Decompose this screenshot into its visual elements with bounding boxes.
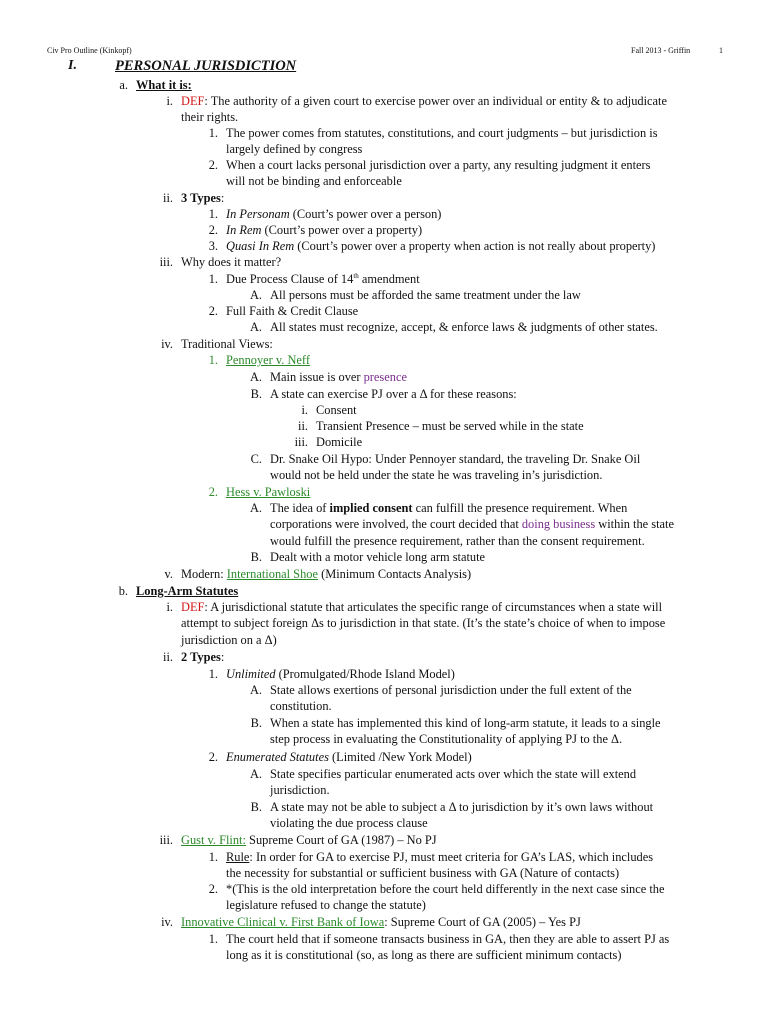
outline-marker: A. <box>249 370 262 384</box>
outline-marker: 2. <box>208 750 218 764</box>
outline-text <box>181 336 273 352</box>
outline-text <box>270 369 407 385</box>
header-left: Civ Pro Outline (Kinkopf) <box>47 46 132 55</box>
text-run: Domicile <box>316 435 363 449</box>
outline-marker: 2. <box>208 158 218 172</box>
text-run: Why does it matter? <box>181 255 282 269</box>
text-run: violating the due process clause <box>270 816 428 830</box>
outline-text <box>270 287 581 303</box>
text-run: Long-Arm Statutes <box>136 584 239 598</box>
outline-text <box>181 566 471 582</box>
outline-marker: b. <box>118 584 128 598</box>
outline-marker: B. <box>250 716 262 730</box>
text-run: long as it is constitutional (so, as long as there are sufficient minimum contacts) <box>226 948 622 962</box>
outline-marker: i. <box>301 403 308 417</box>
text-run: Dr. Snake Oil Hypo: Under Pennoyer standard, the traveling Dr. Snake Oil <box>270 452 641 466</box>
text-run: The court held that if someone transacts business in GA, then they are able to assert PJ as <box>226 932 670 946</box>
outline-text <box>270 319 658 335</box>
outline-text <box>226 125 658 141</box>
text-run: amendment <box>358 272 420 286</box>
text-run: : Supreme Court of GA (2005) – Yes PJ <box>384 915 581 929</box>
outline-marker: 1. <box>208 932 218 946</box>
outline-marker: v. <box>164 567 173 581</box>
outline-text <box>270 782 330 798</box>
text-run: Full Faith & Credit Clause <box>226 304 359 318</box>
outline-text <box>270 766 636 782</box>
outline-text <box>226 947 622 963</box>
outline-text <box>226 897 426 913</box>
text-run: the necessity for substantial or sufficient business with GA (Nature of contacts) <box>226 866 620 880</box>
outline-marker: ii. <box>163 650 173 664</box>
text-run: 2 Types <box>181 650 221 664</box>
outline-text <box>226 931 669 947</box>
outline-marker: A. <box>249 501 262 515</box>
outline-text <box>270 516 674 532</box>
text-run: The power comes from statutes, constitutions, and court judgments – but jurisdiction is <box>226 126 658 140</box>
outline-text <box>270 682 632 698</box>
text-run: : <box>220 650 225 664</box>
text-run: : <box>220 191 225 205</box>
outline-marker: 1. <box>208 207 218 221</box>
outline-text <box>226 271 420 287</box>
text-run: In Personam <box>226 207 290 221</box>
text-run: attempt to subject foreign Δs to jurisdiction in that state. (It’s the state’s choice of when to impose <box>181 616 666 630</box>
text-run: Transient Presence – must be served while in the state <box>316 419 584 433</box>
outline-text <box>181 632 277 648</box>
outline-text <box>115 58 296 74</box>
outline-marker: iv. <box>161 337 173 351</box>
text-run: (Court’s power over a property) <box>261 223 423 237</box>
text-run: State specifies particular enumerated acts over which the state will extend <box>270 767 637 781</box>
text-run: State allows exertions of personal jurisdiction under the full extent of the <box>270 683 632 697</box>
header-right: Fall 2013 - Griffin <box>631 46 691 55</box>
text-run: Consent <box>316 403 357 417</box>
outline-text <box>136 77 192 93</box>
outline-marker: A. <box>249 320 262 334</box>
outline-text <box>226 157 650 173</box>
outline-marker: A. <box>249 288 262 302</box>
outline-text <box>270 698 332 714</box>
text-run[interactable]: Innovative Clinical v. First Bank of Iowa <box>181 915 385 929</box>
text-run: In Rem <box>226 223 262 237</box>
outline-text <box>226 666 455 682</box>
outline-text <box>226 484 310 500</box>
outline-text <box>270 799 653 815</box>
outline-marker: i. <box>166 600 173 614</box>
text-run: their rights. <box>181 110 239 124</box>
text-run: within the state <box>595 517 674 531</box>
outline-text <box>270 533 645 549</box>
text-run: legislature refused to change the statute) <box>226 898 426 912</box>
outline-marker: iii. <box>294 435 308 449</box>
text-run: Dealt with a motor vehicle long arm statute <box>270 550 486 564</box>
outline-text <box>181 254 281 270</box>
text-run[interactable]: Gust v. Flint: <box>181 833 246 847</box>
outline-text <box>316 402 357 418</box>
text-run: All states must recognize, accept, & enforce laws & judgments of other states. <box>270 320 658 334</box>
outline-text <box>270 715 661 731</box>
outline-text <box>181 190 224 206</box>
text-run: (Promulgated/Rhode Island Model) <box>275 667 455 681</box>
outline-text <box>226 222 422 238</box>
outline-text <box>270 815 428 831</box>
outline-marker: ii. <box>298 419 308 433</box>
text-run: Enumerated Statutes <box>226 750 329 764</box>
outline-marker: iv. <box>161 915 173 929</box>
outline-text <box>226 352 310 368</box>
text-run: (Minimum Contacts Analysis) <box>317 567 472 581</box>
text-run: doing business <box>521 517 596 531</box>
text-run: Modern: <box>181 567 227 581</box>
text-run[interactable]: International Shoe <box>226 567 318 581</box>
outline-marker: B. <box>250 800 262 814</box>
outline-marker: a. <box>119 78 128 92</box>
outline-marker: 2. <box>208 223 218 237</box>
outline-marker: 3. <box>208 239 218 253</box>
outline-text <box>181 599 662 615</box>
text-run: Rule <box>226 850 250 864</box>
outline-text <box>270 386 517 402</box>
text-run: will not be binding and enforceable <box>226 174 402 188</box>
text-run: All persons must be afforded the same treatment under the law <box>270 288 581 302</box>
outline-marker: 1. <box>208 126 218 140</box>
outline-marker: iii. <box>159 255 173 269</box>
outline-marker: A. <box>249 683 262 697</box>
text-run: Quasi In Rem <box>226 239 295 253</box>
outline-marker: i. <box>166 94 173 108</box>
outline-marker: 2. <box>208 304 218 318</box>
outline-text <box>270 731 622 747</box>
text-run[interactable]: Hess v. Pawloski <box>226 485 311 499</box>
text-run: implied consent <box>329 501 413 515</box>
outline-text <box>226 865 619 881</box>
text-run: What it is: <box>136 78 192 92</box>
text-run: constitution. <box>270 699 332 713</box>
text-run: When a state has implemented this kind of long-arm statute, it leads to a single <box>270 716 661 730</box>
outline-marker: 1. <box>208 272 218 286</box>
outline-marker: C. <box>250 452 262 466</box>
text-run: would fulfill the presence requirement, rather than the consent requirement. <box>270 534 645 548</box>
outline-marker: B. <box>250 387 262 401</box>
text-run: (Court’s power over a person) <box>289 207 442 221</box>
text-run: can fulfill the presence requirement. When <box>412 501 628 515</box>
outline-marker: iii. <box>159 833 173 847</box>
outline-text <box>270 549 485 565</box>
text-run: When a court lacks personal jurisdiction over a party, any resulting judgment it enters <box>226 158 651 172</box>
text-run: DEF <box>181 600 205 614</box>
text-run: corporations were involved, the court decided that <box>270 517 522 531</box>
text-run: step process in evaluating the Constitutionality of applying PJ to the Δ. <box>270 732 623 746</box>
text-run: 3 Types <box>181 191 221 205</box>
text-run: The idea of <box>270 501 330 515</box>
outline-text <box>181 914 581 930</box>
text-run: *(This is the old interpretation before the court held differently in the next case since the <box>226 882 665 896</box>
text-run: Unlimited <box>226 667 276 681</box>
text-run: (Court’s power over a property when action is not really about property) <box>294 239 656 253</box>
outline-text <box>226 206 441 222</box>
text-run: largely defined by congress <box>226 142 363 156</box>
text-run: Traditional Views: <box>181 337 273 351</box>
text-run: jurisdiction. <box>270 783 330 797</box>
outline-text <box>226 141 362 157</box>
text-run: DEF <box>181 94 205 108</box>
outline-text <box>270 500 627 516</box>
text-run: (Limited /New York Model) <box>328 750 472 764</box>
outline-text <box>226 749 472 765</box>
text-run: th <box>353 271 359 280</box>
outline-marker: 2. <box>208 485 218 499</box>
text-run: A state can exercise PJ over a Δ for these reasons: <box>270 387 517 401</box>
text-run: : The authority of a given court to exercise power over an individual or entity & to adjudicate <box>204 94 667 108</box>
text-run: PERSONAL JURISDICTION <box>115 58 297 74</box>
outline-text <box>181 109 238 125</box>
outline-text <box>136 583 238 599</box>
outline-marker: I. <box>68 58 77 73</box>
outline-text <box>226 238 655 254</box>
text-run: Main issue is over <box>270 370 364 384</box>
text-run: presence <box>363 370 407 384</box>
outline-text <box>270 451 640 467</box>
text-run: Due Process Clause of 14 <box>226 272 354 286</box>
text-run: A state may not be able to subject a Δ to jurisdiction by it’s own laws without <box>270 800 654 814</box>
outline-text <box>226 303 358 319</box>
outline-text <box>270 467 602 483</box>
text-run: Supreme Court of GA (1987) – No PJ <box>245 833 437 847</box>
outline-text <box>316 418 584 434</box>
text-run: would not be held under the state he was traveling in’s jurisdiction. <box>270 468 603 482</box>
outline-marker: 2. <box>208 882 218 896</box>
outline-text <box>181 649 224 665</box>
page-number: 1 <box>719 46 723 55</box>
outline-marker: B. <box>250 550 262 564</box>
outline-marker: 1. <box>208 667 218 681</box>
outline-marker: 1. <box>208 850 218 864</box>
text-run[interactable]: Pennoyer v. Neff <box>226 353 310 367</box>
text-run: : In order for GA to exercise PJ, must meet criteria for GA’s LAS, which includes <box>249 850 654 864</box>
outline-text <box>226 173 402 189</box>
outline-marker: 1. <box>208 353 218 367</box>
text-run: : A jurisdictional statute that articulates the specific range of circumstances when a state will <box>204 600 663 614</box>
outline-marker: ii. <box>163 191 173 205</box>
outline-text <box>181 615 665 631</box>
outline-text <box>226 881 664 897</box>
text-run: jurisdiction on a Δ) <box>181 633 277 647</box>
outline-marker: A. <box>249 767 262 781</box>
outline-text <box>226 849 653 865</box>
outline-text <box>181 832 437 848</box>
outline-text <box>181 93 667 109</box>
outline-text <box>316 434 362 450</box>
